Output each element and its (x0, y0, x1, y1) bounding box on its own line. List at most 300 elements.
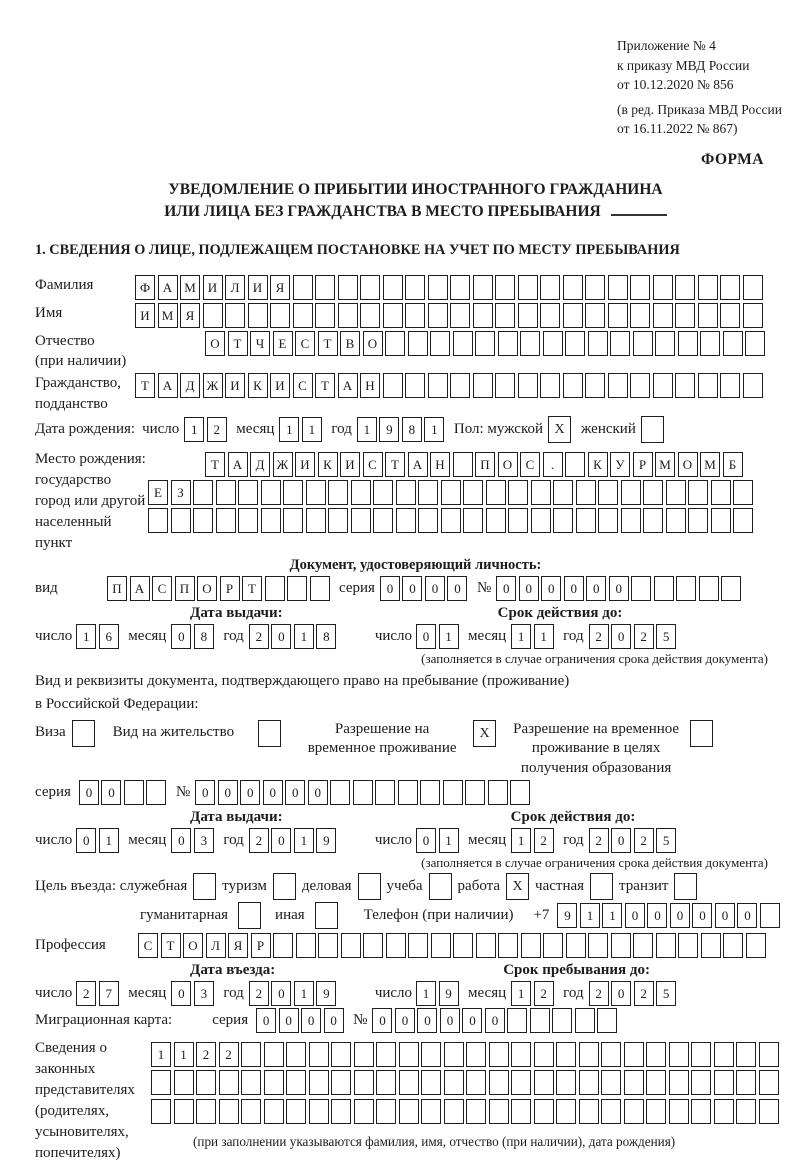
visa-checkbox[interactable] (72, 720, 95, 747)
char-cell[interactable] (745, 331, 765, 356)
char-cell[interactable] (286, 1099, 306, 1124)
char-cell[interactable]: 1 (439, 828, 459, 853)
char-cell[interactable] (489, 1042, 509, 1067)
char-cell[interactable] (341, 933, 361, 958)
char-cell[interactable] (759, 1042, 779, 1067)
char-cell[interactable]: 1 (511, 981, 531, 1006)
char-cell[interactable] (543, 933, 563, 958)
char-cell[interactable]: И (270, 373, 290, 398)
char-cell[interactable]: 8 (316, 624, 336, 649)
patronymic-cells[interactable] (205, 331, 768, 356)
char-cell[interactable] (736, 1042, 756, 1067)
char-cell[interactable] (608, 275, 628, 300)
char-cell[interactable]: 1 (99, 828, 119, 853)
char-cell[interactable] (385, 331, 405, 356)
char-cell[interactable] (193, 480, 213, 505)
char-cell[interactable]: 1 (151, 1042, 171, 1067)
purpose-humanitarian-checkbox[interactable] (238, 902, 261, 929)
char-cell[interactable]: П (175, 576, 195, 601)
char-cell[interactable]: 8 (402, 417, 422, 442)
char-cell[interactable] (521, 933, 541, 958)
char-cell[interactable] (287, 576, 307, 601)
purpose-study-checkbox[interactable] (429, 873, 452, 900)
char-cell[interactable]: 0 (416, 828, 436, 853)
char-cell[interactable] (475, 331, 495, 356)
char-cell[interactable]: 0 (380, 576, 400, 601)
char-cell[interactable]: Т (385, 452, 405, 477)
char-cell[interactable] (238, 508, 258, 533)
char-cell[interactable] (633, 933, 653, 958)
char-cell[interactable] (721, 576, 741, 601)
char-cell[interactable] (465, 780, 485, 805)
char-cell[interactable]: 0 (564, 576, 584, 601)
char-cell[interactable] (216, 480, 236, 505)
char-cell[interactable] (563, 275, 583, 300)
char-cell[interactable] (653, 303, 673, 328)
char-cell[interactable]: И (295, 452, 315, 477)
char-cell[interactable] (552, 1008, 572, 1033)
female-checkbox[interactable] (641, 416, 664, 443)
stay-month-cells[interactable] (511, 981, 556, 1006)
char-cell[interactable] (360, 303, 380, 328)
char-cell[interactable] (286, 1070, 306, 1095)
char-cell[interactable] (759, 1099, 779, 1124)
char-cell[interactable] (563, 373, 583, 398)
char-cell[interactable]: Р (633, 452, 653, 477)
char-cell[interactable] (630, 373, 650, 398)
char-cell[interactable]: 1 (602, 903, 622, 928)
char-cell[interactable] (376, 1070, 396, 1095)
char-cell[interactable]: К (318, 452, 338, 477)
char-cell[interactable] (489, 1070, 509, 1095)
char-cell[interactable] (733, 508, 753, 533)
char-cell[interactable] (691, 1042, 711, 1067)
char-cell[interactable]: З (171, 480, 191, 505)
char-cell[interactable]: Т (228, 331, 248, 356)
char-cell[interactable]: 0 (737, 903, 757, 928)
char-cell[interactable] (511, 1042, 531, 1067)
char-cell[interactable] (646, 1070, 666, 1095)
char-cell[interactable]: Д (250, 452, 270, 477)
char-cell[interactable]: М (180, 275, 200, 300)
char-cell[interactable] (196, 1070, 216, 1095)
char-cell[interactable] (495, 275, 515, 300)
char-cell[interactable] (330, 780, 350, 805)
char-cell[interactable] (338, 275, 358, 300)
char-cell[interactable] (654, 576, 674, 601)
char-cell[interactable]: С (293, 373, 313, 398)
char-cell[interactable]: Я (228, 933, 248, 958)
char-cell[interactable] (643, 480, 663, 505)
char-cell[interactable] (376, 1042, 396, 1067)
char-cell[interactable]: 9 (557, 903, 577, 928)
char-cell[interactable]: 0 (519, 576, 539, 601)
char-cell[interactable]: 0 (285, 780, 305, 805)
char-cell[interactable]: И (248, 275, 268, 300)
permit-series-cells[interactable] (79, 780, 169, 805)
char-cell[interactable] (565, 331, 585, 356)
char-cell[interactable] (700, 331, 720, 356)
char-cell[interactable]: 2 (219, 1042, 239, 1067)
char-cell[interactable]: 3 (194, 981, 214, 1006)
char-cell[interactable] (430, 331, 450, 356)
char-cell[interactable]: Ч (250, 331, 270, 356)
char-cell[interactable] (601, 1099, 621, 1124)
char-cell[interactable] (421, 1042, 441, 1067)
char-cell[interactable] (219, 1099, 239, 1124)
char-cell[interactable]: Т (242, 576, 262, 601)
citizenship-cells[interactable] (135, 373, 765, 398)
char-cell[interactable] (624, 1070, 644, 1095)
char-cell[interactable] (318, 933, 338, 958)
char-cell[interactable] (714, 1099, 734, 1124)
char-cell[interactable] (597, 1008, 617, 1033)
char-cell[interactable]: Я (270, 275, 290, 300)
char-cell[interactable] (293, 275, 313, 300)
char-cell[interactable] (518, 373, 538, 398)
char-cell[interactable]: 9 (316, 828, 336, 853)
char-cell[interactable] (466, 1042, 486, 1067)
doc-issue-year-cells[interactable] (249, 624, 339, 649)
char-cell[interactable] (309, 1099, 329, 1124)
char-cell[interactable] (354, 1042, 374, 1067)
char-cell[interactable] (296, 933, 316, 958)
char-cell[interactable]: 0 (462, 1008, 482, 1033)
char-cell[interactable]: Е (273, 331, 293, 356)
char-cell[interactable] (653, 275, 673, 300)
char-cell[interactable] (386, 933, 406, 958)
char-cell[interactable] (585, 275, 605, 300)
char-cell[interactable]: О (498, 452, 518, 477)
char-cell[interactable]: 9 (316, 981, 336, 1006)
char-cell[interactable] (408, 331, 428, 356)
char-cell[interactable]: И (225, 373, 245, 398)
char-cell[interactable] (556, 1099, 576, 1124)
char-cell[interactable]: Р (251, 933, 271, 958)
birthplace-cells-3[interactable] (148, 508, 756, 533)
char-cell[interactable]: С (152, 576, 172, 601)
char-cell[interactable]: 0 (496, 576, 516, 601)
char-cell[interactable]: В (340, 331, 360, 356)
char-cell[interactable]: 1 (279, 417, 299, 442)
permit-issue-month-cells[interactable] (171, 828, 216, 853)
char-cell[interactable] (576, 480, 596, 505)
char-cell[interactable] (579, 1099, 599, 1124)
char-cell[interactable]: 3 (194, 828, 214, 853)
char-cell[interactable] (463, 508, 483, 533)
char-cell[interactable] (463, 480, 483, 505)
entry-month-cells[interactable] (171, 981, 216, 1006)
doc-valid-day-cells[interactable] (416, 624, 461, 649)
char-cell[interactable]: 5 (656, 828, 676, 853)
char-cell[interactable] (373, 480, 393, 505)
char-cell[interactable]: К (248, 373, 268, 398)
char-cell[interactable] (306, 480, 326, 505)
char-cell[interactable]: А (228, 452, 248, 477)
char-cell[interactable] (283, 480, 303, 505)
stay-day-cells[interactable] (416, 981, 461, 1006)
char-cell[interactable] (678, 331, 698, 356)
char-cell[interactable]: 0 (485, 1008, 505, 1033)
char-cell[interactable] (441, 508, 461, 533)
char-cell[interactable]: 5 (656, 981, 676, 1006)
char-cell[interactable] (508, 508, 528, 533)
char-cell[interactable] (631, 576, 651, 601)
purpose-work-checkbox[interactable]: X (506, 873, 529, 900)
char-cell[interactable]: 2 (589, 624, 609, 649)
char-cell[interactable]: Л (225, 275, 245, 300)
char-cell[interactable]: Е (148, 480, 168, 505)
char-cell[interactable] (498, 331, 518, 356)
char-cell[interactable] (444, 1042, 464, 1067)
char-cell[interactable]: 0 (715, 903, 735, 928)
doc-issue-month-cells[interactable] (171, 624, 216, 649)
char-cell[interactable] (579, 1042, 599, 1067)
char-cell[interactable] (621, 480, 641, 505)
char-cell[interactable] (720, 275, 740, 300)
char-cell[interactable] (444, 1070, 464, 1095)
residence-permit-checkbox[interactable] (258, 720, 281, 747)
char-cell[interactable] (399, 1070, 419, 1095)
char-cell[interactable] (720, 303, 740, 328)
char-cell[interactable]: 0 (372, 1008, 392, 1033)
char-cell[interactable] (531, 508, 551, 533)
char-cell[interactable] (375, 780, 395, 805)
char-cell[interactable]: 0 (395, 1008, 415, 1033)
char-cell[interactable]: Ж (273, 452, 293, 477)
char-cell[interactable]: 0 (611, 624, 631, 649)
char-cell[interactable]: 0 (611, 828, 631, 853)
char-cell[interactable] (421, 1099, 441, 1124)
char-cell[interactable] (486, 508, 506, 533)
char-cell[interactable]: 0 (425, 576, 445, 601)
char-cell[interactable] (699, 576, 719, 601)
representatives-cells-2[interactable] (151, 1070, 781, 1095)
char-cell[interactable] (746, 933, 766, 958)
char-cell[interactable] (328, 508, 348, 533)
char-cell[interactable] (534, 1042, 554, 1067)
char-cell[interactable] (543, 331, 563, 356)
edu-permit-checkbox[interactable] (690, 720, 713, 747)
char-cell[interactable]: М (158, 303, 178, 328)
char-cell[interactable] (399, 1099, 419, 1124)
char-cell[interactable] (453, 933, 473, 958)
char-cell[interactable]: А (158, 373, 178, 398)
char-cell[interactable] (698, 303, 718, 328)
char-cell[interactable] (576, 508, 596, 533)
char-cell[interactable] (495, 373, 515, 398)
char-cell[interactable] (351, 480, 371, 505)
char-cell[interactable] (431, 933, 451, 958)
char-cell[interactable]: 1 (174, 1042, 194, 1067)
char-cell[interactable]: 0 (417, 1008, 437, 1033)
char-cell[interactable] (399, 1042, 419, 1067)
char-cell[interactable] (353, 780, 373, 805)
char-cell[interactable] (174, 1099, 194, 1124)
char-cell[interactable]: Т (205, 452, 225, 477)
char-cell[interactable] (711, 480, 731, 505)
char-cell[interactable] (511, 1070, 531, 1095)
char-cell[interactable]: Я (180, 303, 200, 328)
purpose-transit-checkbox[interactable] (674, 873, 697, 900)
char-cell[interactable] (633, 331, 653, 356)
char-cell[interactable] (518, 275, 538, 300)
birth-month-cells[interactable] (279, 417, 324, 442)
char-cell[interactable]: 5 (656, 624, 676, 649)
char-cell[interactable]: 0 (647, 903, 667, 928)
char-cell[interactable] (193, 508, 213, 533)
char-cell[interactable] (669, 1099, 689, 1124)
char-cell[interactable]: 1 (302, 417, 322, 442)
char-cell[interactable] (450, 275, 470, 300)
char-cell[interactable]: 0 (76, 828, 96, 853)
char-cell[interactable]: 0 (447, 576, 467, 601)
char-cell[interactable]: 2 (589, 981, 609, 1006)
char-cell[interactable] (473, 303, 493, 328)
char-cell[interactable] (309, 1070, 329, 1095)
char-cell[interactable]: 0 (271, 981, 291, 1006)
char-cell[interactable] (428, 373, 448, 398)
char-cell[interactable]: 1 (184, 417, 204, 442)
char-cell[interactable]: 0 (692, 903, 712, 928)
char-cell[interactable] (579, 1070, 599, 1095)
char-cell[interactable] (396, 480, 416, 505)
char-cell[interactable] (466, 1099, 486, 1124)
char-cell[interactable] (286, 1042, 306, 1067)
char-cell[interactable] (540, 373, 560, 398)
char-cell[interactable]: А (408, 452, 428, 477)
permit-issue-year-cells[interactable] (249, 828, 339, 853)
doc-series-cells[interactable] (380, 576, 470, 601)
char-cell[interactable] (306, 508, 326, 533)
char-cell[interactable] (396, 508, 416, 533)
char-cell[interactable] (518, 303, 538, 328)
representatives-cells-3[interactable] (151, 1099, 781, 1124)
char-cell[interactable]: Л (206, 933, 226, 958)
char-cell[interactable]: 1 (439, 624, 459, 649)
char-cell[interactable]: М (700, 452, 720, 477)
char-cell[interactable]: 1 (294, 828, 314, 853)
char-cell[interactable] (238, 480, 258, 505)
char-cell[interactable] (315, 275, 335, 300)
char-cell[interactable] (534, 1099, 554, 1124)
char-cell[interactable]: 0 (101, 780, 121, 805)
char-cell[interactable] (666, 480, 686, 505)
char-cell[interactable] (124, 780, 144, 805)
char-cell[interactable]: 2 (249, 828, 269, 853)
char-cell[interactable] (405, 373, 425, 398)
char-cell[interactable]: Н (360, 373, 380, 398)
char-cell[interactable]: 0 (195, 780, 215, 805)
char-cell[interactable] (736, 1070, 756, 1095)
char-cell[interactable] (743, 303, 763, 328)
char-cell[interactable]: Н (430, 452, 450, 477)
char-cell[interactable]: 0 (324, 1008, 344, 1033)
char-cell[interactable] (248, 303, 268, 328)
char-cell[interactable] (225, 303, 245, 328)
char-cell[interactable]: С (138, 933, 158, 958)
char-cell[interactable] (495, 303, 515, 328)
char-cell[interactable] (146, 780, 166, 805)
char-cell[interactable]: 0 (171, 828, 191, 853)
char-cell[interactable] (688, 508, 708, 533)
char-cell[interactable]: 0 (611, 981, 631, 1006)
char-cell[interactable] (598, 508, 618, 533)
char-cell[interactable] (398, 780, 418, 805)
char-cell[interactable] (653, 373, 673, 398)
char-cell[interactable] (676, 576, 696, 601)
char-cell[interactable]: 1 (511, 624, 531, 649)
char-cell[interactable]: С (295, 331, 315, 356)
char-cell[interactable] (265, 576, 285, 601)
char-cell[interactable] (241, 1042, 261, 1067)
char-cell[interactable] (315, 303, 335, 328)
char-cell[interactable] (354, 1099, 374, 1124)
char-cell[interactable] (624, 1099, 644, 1124)
char-cell[interactable] (556, 1070, 576, 1095)
char-cell[interactable] (273, 933, 293, 958)
char-cell[interactable]: 2 (196, 1042, 216, 1067)
char-cell[interactable] (760, 903, 780, 928)
surname-cells[interactable] (135, 275, 765, 300)
char-cell[interactable] (405, 303, 425, 328)
char-cell[interactable] (691, 1099, 711, 1124)
char-cell[interactable] (553, 508, 573, 533)
char-cell[interactable] (566, 933, 586, 958)
char-cell[interactable]: 2 (76, 981, 96, 1006)
doc-number-cells[interactable] (496, 576, 744, 601)
char-cell[interactable]: Т (135, 373, 155, 398)
char-cell[interactable] (666, 508, 686, 533)
char-cell[interactable] (328, 480, 348, 505)
char-cell[interactable] (219, 1070, 239, 1095)
char-cell[interactable]: А (158, 275, 178, 300)
char-cell[interactable] (655, 331, 675, 356)
char-cell[interactable]: С (363, 452, 383, 477)
char-cell[interactable]: 0 (541, 576, 561, 601)
char-cell[interactable]: 0 (171, 624, 191, 649)
char-cell[interactable]: 6 (99, 624, 119, 649)
char-cell[interactable] (151, 1070, 171, 1095)
char-cell[interactable] (585, 373, 605, 398)
mig-series-cells[interactable] (256, 1008, 346, 1033)
char-cell[interactable] (669, 1070, 689, 1095)
char-cell[interactable]: 0 (279, 1008, 299, 1033)
char-cell[interactable] (405, 275, 425, 300)
char-cell[interactable] (656, 933, 676, 958)
char-cell[interactable] (148, 508, 168, 533)
phone-cells[interactable] (557, 903, 782, 928)
char-cell[interactable] (489, 1099, 509, 1124)
char-cell[interactable]: 2 (249, 981, 269, 1006)
char-cell[interactable]: 1 (424, 417, 444, 442)
char-cell[interactable] (383, 303, 403, 328)
char-cell[interactable]: 0 (218, 780, 238, 805)
char-cell[interactable] (675, 373, 695, 398)
char-cell[interactable]: 1 (357, 417, 377, 442)
char-cell[interactable]: А (130, 576, 150, 601)
char-cell[interactable]: 2 (534, 981, 554, 1006)
birthplace-cells-1[interactable] (205, 452, 745, 477)
char-cell[interactable] (498, 933, 518, 958)
char-cell[interactable]: 0 (416, 624, 436, 649)
char-cell[interactable] (608, 373, 628, 398)
char-cell[interactable] (733, 480, 753, 505)
char-cell[interactable]: 8 (194, 624, 214, 649)
char-cell[interactable]: Ф (135, 275, 155, 300)
char-cell[interactable]: 0 (79, 780, 99, 805)
char-cell[interactable]: П (107, 576, 127, 601)
